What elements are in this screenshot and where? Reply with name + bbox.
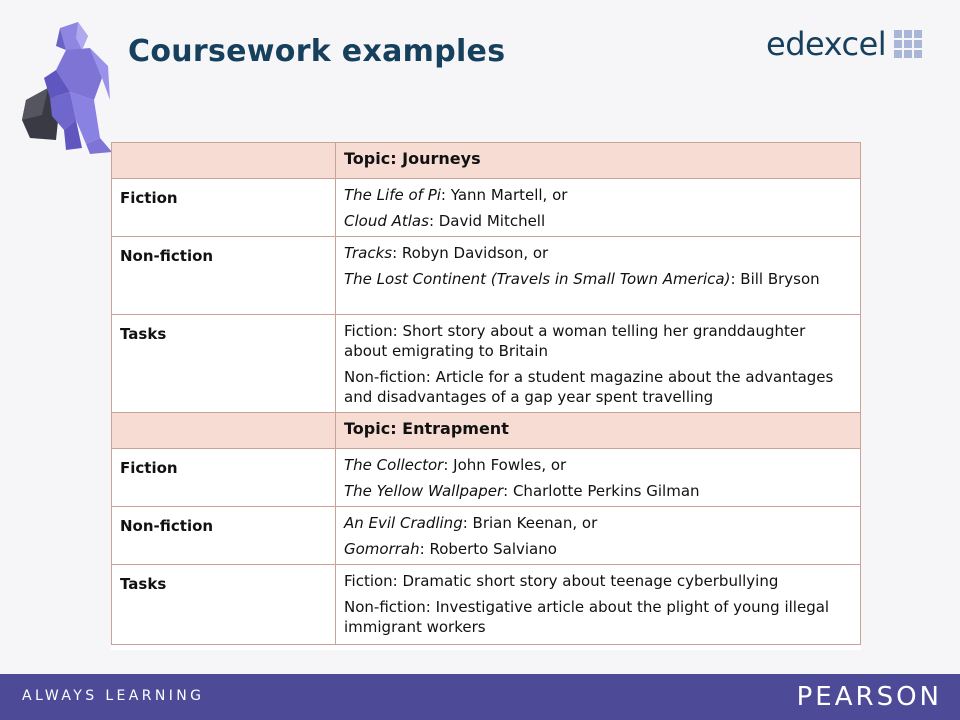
table-row: [112, 237, 861, 315]
book-author: : Robyn Davidson, or: [392, 244, 549, 262]
book-entry: [344, 539, 852, 559]
pearson-logo: PEARSON: [796, 682, 942, 712]
book-title: The Yellow Wallpaper: [344, 482, 504, 500]
book-author: : Roberto Salviano: [419, 540, 557, 558]
table-row: [112, 179, 861, 237]
footer-tagline: ALWAYS LEARNING: [22, 688, 205, 704]
book-author: : David Mitchell: [428, 212, 546, 230]
row-label: Non-fiction: [112, 237, 336, 315]
book-title: The Life of Pi: [344, 186, 441, 204]
book-author: : Bill Bryson: [730, 270, 820, 288]
book-entry: [344, 455, 852, 475]
row-content: [336, 179, 861, 237]
row-content: [336, 507, 861, 565]
table-row: [112, 449, 861, 507]
coursework-table-image: [111, 142, 861, 650]
table-row: [112, 565, 861, 645]
topic-header-row: [112, 413, 861, 449]
book-entry: [344, 185, 852, 205]
book-entry: [344, 211, 852, 231]
logo-dots-icon: [894, 30, 922, 58]
topic-header-blank-cell: [112, 143, 336, 179]
logo-wordmark: edexcel: [766, 25, 887, 63]
topic-header-row: [112, 143, 861, 179]
topic-heading: Topic: Journeys: [336, 143, 861, 179]
edexcel-logo: [766, 24, 922, 64]
book-title: The Collector: [344, 456, 444, 474]
topic-header-blank-cell: [112, 413, 336, 449]
task-entry: Non-fiction: Article for a student magazine about the advantages and disadvantages of a gap year spent travelling: [344, 368, 834, 406]
row-label: Tasks: [112, 565, 336, 645]
book-title: Cloud Atlas: [344, 212, 429, 230]
row-label: Fiction: [112, 179, 336, 237]
book-title: Gomorrah: [344, 540, 420, 558]
topic-heading: Topic: Entrapment: [336, 413, 861, 449]
book-entry: [344, 243, 852, 263]
page-title: Coursework examples: [128, 34, 506, 69]
book-author: : John Fowles, or: [443, 456, 567, 474]
book-author: : Brian Keenan, or: [462, 514, 598, 532]
book-entry: [344, 481, 852, 501]
footer-bar: [0, 674, 960, 720]
book-title: An Evil Cradling: [344, 514, 463, 532]
coursework-table: [111, 142, 861, 645]
row-content: [336, 237, 861, 315]
row-label: Tasks: [112, 315, 336, 413]
book-title: The Lost Continent (Travels in Small Town America): [344, 270, 731, 288]
thinker-statue-icon: [20, 20, 116, 158]
table-row: [112, 507, 861, 565]
row-label: Non-fiction: [112, 507, 336, 565]
task-entry: Fiction: Dramatic short story about teenage cyberbullying: [344, 572, 779, 590]
row-content: [336, 449, 861, 507]
book-entry: [344, 513, 852, 533]
book-author: : Yann Martell, or: [440, 186, 568, 204]
table-row: [112, 315, 861, 413]
book-entry: [344, 269, 852, 289]
book-title: Tracks: [344, 244, 393, 262]
row-label: Fiction: [112, 449, 336, 507]
task-entry: Fiction: Short story about a woman telling her granddaughter about emigrating to Britain: [344, 322, 806, 360]
row-content: [336, 565, 861, 645]
row-content: [336, 315, 861, 413]
task-entry: Non-fiction: Investigative article about the plight of young illegal immigrant workers: [344, 598, 830, 636]
book-author: : Charlotte Perkins Gilman: [503, 482, 700, 500]
